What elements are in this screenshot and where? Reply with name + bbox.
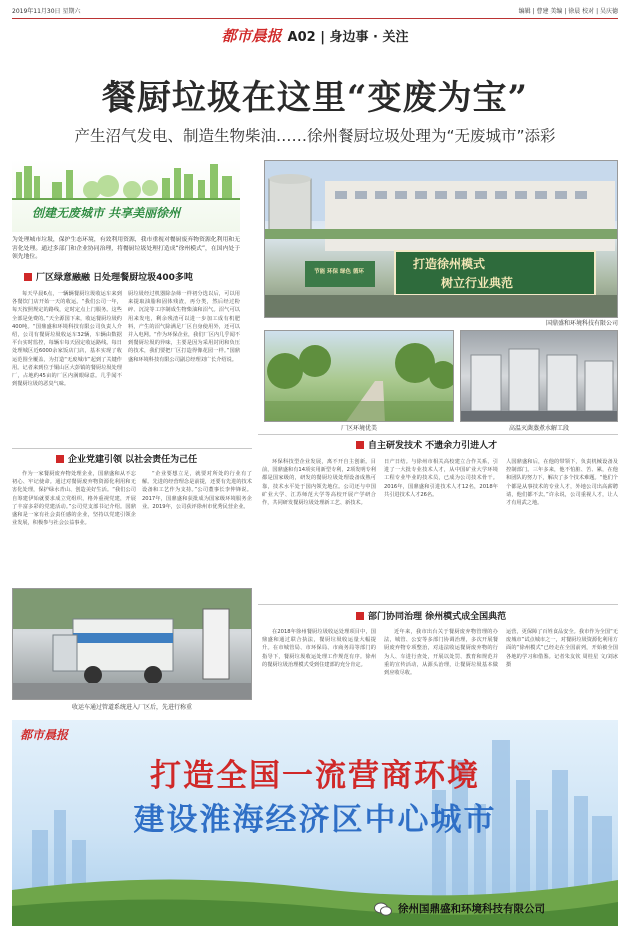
section1-column2: 厨垃圾经过机器除杂筛一样初分选以后，可以用来提取油脂和固体残渣，再分类，然后经过粉碎、沉淀等工序制成生物柴油和沼气。沼气可以用来发电，剩余残渣可以进一步加工成有机肥料，产生的沼气除满足厂区自身使用外，还可以并入电网。“作为环保企业，我们厂区内几乎闻不到餐厨垃圾的异味，主要是因为采用封闭和负压的技术，我们要把厂区打造得像花园一样。”国鼎盛和环境科技有限公司副总经理刘广长介绍说。 — [128, 291, 240, 363]
section4-column3: 运营，更保障了百姓食品安全。我市作为全国“无废城市”试点城市之一，对餐厨垃圾资源化利用方面的“徐州模式”已经走在全国前列，开始被全国各地的学习和借鉴。记者朱友钦 周桂星 文/刘冰 摄 — [506, 629, 618, 668]
section-rule — [258, 604, 618, 605]
plant-main-photo — [264, 160, 618, 318]
headline-subtitle: 产生沼气发电、制造生物柴油……徐州餐厨垃圾处理为“无废城市”添彩 — [74, 127, 556, 145]
photo2-caption: 厂区环境优美 — [340, 425, 377, 432]
wechat-watermark — [374, 901, 545, 916]
header-rule — [12, 18, 618, 19]
section-heading-2: 企业党建引领 以社会责任为己任 — [56, 452, 197, 465]
section4-column1: 在2018年徐州餐厨垃圾收运处理项目中，国鼎盛和通过联合执法，餐厨垃圾收运量大幅提升。在市城管局、市环保局、市商务局等部门的指导下，餐厨垃圾收运处理工作规范有序。徐州的餐厨垃圾治理模式受到住建部的充分肯定。 — [262, 629, 376, 668]
plant-photo-illustration — [265, 161, 618, 318]
brand-logo: 都市晨报 — [221, 26, 282, 45]
section-marker-icon — [356, 612, 364, 620]
section-rule — [12, 448, 252, 449]
ad-slogan-line2: 建设淮海经济区中心城市 — [133, 802, 497, 838]
section2-column2: “企业要想立足，就要对所处的行业有了解。先进的经营理念是前提，还要有先进的技术设备和工艺作为支持。”公司董事长李仲锋说。2017年，国鼎盛和获批成为国家级环境服务企业。2019年，公司获评徐州市优秀民营企业。 — [142, 471, 252, 510]
section-heading-1: 厂区绿意融融 日处理餐厨垃圾400多吨 — [24, 270, 193, 283]
plant-sign-slogan-a: 打造徐州模式 — [413, 257, 486, 271]
truck-illustration — [13, 589, 252, 700]
intro-paragraph: 为处理城市垃圾，保护生态环境，有效利用资源，我市重视对餐厨废弃物资源化利用和无害化处理。通过多部门和企业协同治理，将餐厨垃圾处理打造成“徐州模式”，在国内处于领先地位。 — [12, 237, 240, 260]
photo4-caption: 收运车通过管道系统进入厂区后，先进行称重 — [71, 704, 192, 711]
section4-column2: 近年来，我市出台关于餐厨废弃物管理的办法，城管、公安等多部门协调治理，多次开展餐厨废弃物专项整治，对违法收运餐厨废弃物的行为人、车进行查处，开展以处罚、教育和规范并重的宣传活动，从源头治理，让餐厨垃圾基本做到应收尽收。 — [384, 629, 498, 677]
garden-illustration — [265, 331, 454, 422]
banner-slogan: 创建无废城市 共享美丽徐州 — [32, 206, 181, 220]
editor-credits: 编辑 | 曹建 美编 | 徐晨 校对 | 吴庆德 — [518, 8, 618, 15]
section-heading-3: 自主研发技术 不遗余力引进人才 — [356, 438, 497, 451]
ad-slogan-line1: 打造全国一流营商环境 — [150, 758, 480, 794]
section-marker-icon — [356, 441, 364, 449]
section1-column1: 每天早晨6点，一辆辆餐厨垃圾收运车来到各餐饮门店开始一天的收运。“我们公司一年，每天按照规定的路线，定时定点上门服务。这些全部是免费的。”天全源国下来，收运餐厨垃圾约400吨。“国鼎盛和环境科技有限公司负责人介绍，公司有餐厨垃圾收运车32辆，车辆由数据平台实时监控，每辆车每天固定收运路线。每日处理城区近6000余家饭店门店，基本实现了收运范围全覆盖，为打造“无废城市”起到了关键作用。记者来到位于铜山区大彭镇的餐厨垃圾处理厂，占地约45亩的厂区内满眼绿意。几乎闻不到餐厨垃圾的恶臭气味。 — [12, 291, 122, 388]
column-name: A02 | 身边事 · 关注 — [287, 29, 409, 45]
section-marker-icon — [56, 455, 64, 463]
banner-image — [12, 160, 240, 232]
collection-truck-photo — [12, 588, 252, 700]
watermark-text: 徐州国鼎盛和环境科技有限公司 — [398, 903, 545, 915]
section3-column3: 人国鼎盛和后，在他的带领下，负责机械设备及控制部门。三年多来，他不怕脏、苦、累，在他和团队的努力下，解决了多个技术难题。“他们个个都是从事技术的专业人才，外地公司出高薪聘请，他们都不去。”许永说，公司重视人才，让人才有用武之地。 — [506, 459, 618, 507]
section-heading-4: 部门协同治理 徐州模式成全国典范 — [356, 609, 506, 622]
equipment-illustration — [461, 331, 618, 422]
plant-sign-slogan-b: 树立行业典范 — [441, 276, 514, 290]
issue-date: 2019年11月30日 星期六 — [12, 8, 81, 15]
wechat-icon — [374, 902, 392, 916]
section3-column1: 环保科技型企业发展，离不开自主创新。目前，国鼎盛和有14项实用新型专利，2项发明专利都是国家级的，研发的餐厨垃圾处理设备成熟可靠，技术水平处于国内领先地位。公司还与中国矿业大学、江苏师范大学等高校开展产学研合作，共同研发餐厨垃圾处理新工艺、新技术。 — [262, 459, 376, 507]
sterilization-photo — [460, 330, 618, 422]
ad-brand-logo: 都市晨报 — [20, 728, 69, 742]
photo1-caption: 国鼎盛和环境科技有限公司 — [545, 320, 618, 327]
column-header — [200, 24, 430, 46]
headline-title: 餐厨垃圾在这里“变废为宝” — [101, 78, 529, 118]
plant-sign-slogan-c: 节能 环保 绿色 循环 — [314, 269, 364, 275]
section-marker-icon — [24, 273, 32, 281]
section2-column1: 作为一家餐厨废弃物处理企业，国鼎盛和从不忘初心、牢记使命。通过对餐厨废弃物资源化利用和无害化处理，保护绿水青山、创造美好生活。“我们公司自筹建伊始就要求成立党组织，格外重视党建，开展了丰富多彩的党建活动。”公司党支部书记介绍。国鼎盛和是一家有社会责任感的企业，坚持以党建引领企业发展，积极参与社会公益事业。 — [12, 471, 136, 527]
greenery-photo — [264, 330, 454, 422]
section-rule — [258, 434, 618, 435]
photo3-caption: 高温灭菌蒸煮水解工段 — [508, 425, 569, 432]
ad-block — [12, 720, 618, 926]
section3-column2: 日产日结。与徐州市相关高校建立合作关系，引进了一大批专业技术人才，从中国矿业大学环境工程专业毕业的技术员，已成为公司技术骨干。2016年，国鼎盛和引进技术人才12名，2018年共引进技术人才26名。 — [384, 459, 498, 498]
city-skyline-illustration — [12, 160, 240, 232]
